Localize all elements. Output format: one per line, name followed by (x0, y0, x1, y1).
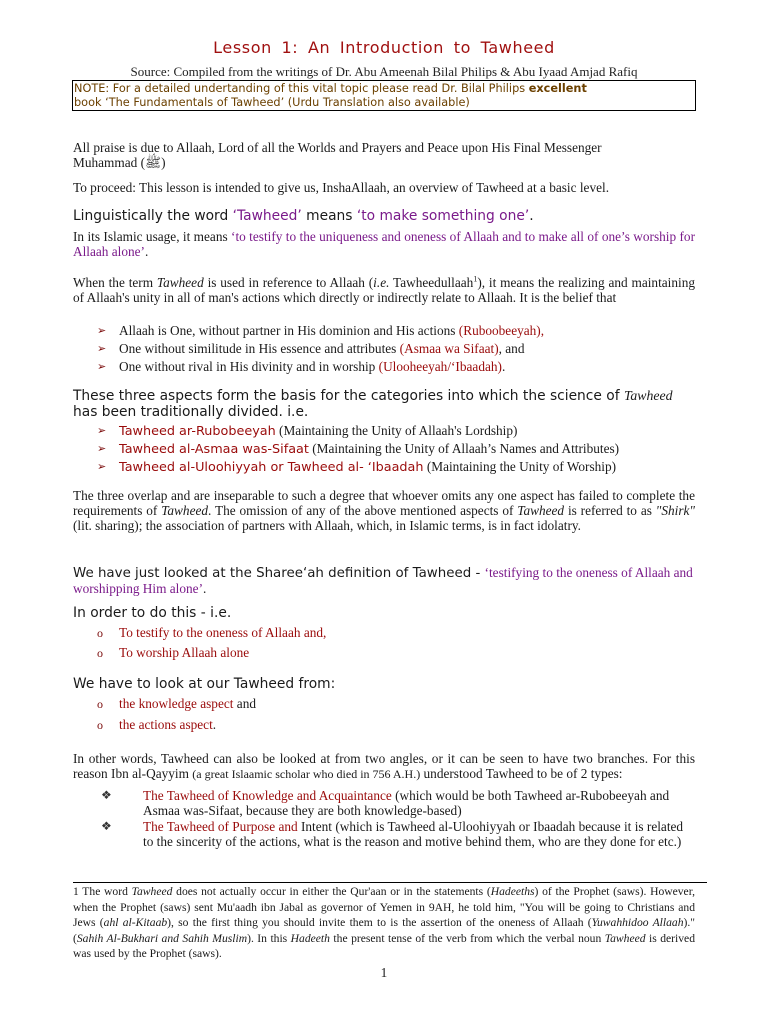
type-name: The Tawheed of Purpose and (143, 819, 298, 834)
o-b: Tawheed (161, 503, 209, 518)
item-text: the knowledge aspect (119, 696, 234, 711)
fn-f: ahl al-Kitaab (103, 916, 168, 930)
fn-e: ) of the Prophet (saws). However, when the Prophet (saws) sent Mu'aadh ibn Jabal as governor of Yemen in 9AH, he told him, "You will be going to Christians and Jews ( (73, 885, 695, 930)
category-name: Tawheed ar-Rubobeeyah (119, 424, 276, 439)
item-text: One without rival in His divinity and in worship (119, 359, 379, 374)
source-line: Source: Compiled from the writings of Dr. Abu Ameenah Bilal Philips & Abu Iyaad Amjad Rafiq (130, 64, 638, 79)
o-a: The three overlap and are inseparable to such a degree that whoever omits any one aspect has failed to complete the requirements of (73, 488, 695, 518)
type-desc: (which would be both Tawheed ar-Rubobeeyah and Asmaa was-Sifaat, because they are both knowledge-based) (143, 788, 670, 818)
aspects-a: These three aspects form the basis for the categories into which the science of (73, 388, 624, 404)
o-f: "Shirk" (655, 503, 696, 518)
inorder-heading: In order to do this - i.e. (73, 605, 232, 621)
lookat-list (97, 694, 697, 736)
list-item (97, 340, 697, 358)
list-item (97, 322, 697, 340)
item-text: To worship Allaah alone (119, 645, 250, 660)
footnote-divider (73, 882, 707, 883)
type-name: The Tawheed of Knowledge and Acquaintance (143, 788, 392, 803)
item-tag: (Ruboobeeyah), (458, 323, 545, 338)
fn-i: )." ( (73, 916, 695, 945)
item-text: the actions aspect (119, 717, 213, 732)
item-tail: . (501, 359, 506, 374)
islamic-end: . (145, 244, 149, 259)
sh-quote: ‘testifying to the oneness of Allaah and worshipping Him alone’ (73, 565, 693, 596)
sh-prefix: We have just looked at the Sharee‘ah definition of Tawheed - (73, 566, 485, 581)
circle-bullet-icon: o (97, 626, 103, 640)
t-d: i.e. (373, 275, 390, 290)
types-list (97, 788, 695, 850)
o-g: (lit. sharing); the association of partners with Allaah, which, in Islamic terms, is in fact idolatry. (73, 518, 581, 533)
islamic-quote: ‘to testify to the uniqueness and oneness of Allaah and to make all of one’s worship for Allaah alone’ (73, 229, 696, 259)
list-item (97, 694, 697, 715)
fn-b: Tawheed (131, 885, 173, 898)
diamond-bullet-icon: ❖ (101, 788, 112, 802)
ling-prefix: Linguistically the word (73, 208, 233, 224)
list-item (97, 358, 697, 376)
list-item (97, 788, 695, 818)
circle-bullet-icon: o (97, 646, 103, 660)
fn-l: Hadeeth (290, 931, 330, 945)
term-paragraph (73, 275, 695, 305)
praise-paragraph (73, 140, 695, 170)
ling-word: ‘Tawheed’ (232, 208, 302, 224)
list-item (97, 623, 697, 643)
aspects-b: Tawheed (623, 388, 673, 403)
fn-h: Yuwahhidoo Allaah (591, 916, 684, 930)
proceed-paragraph: To proceed: This lesson is intended to give us, InshaAllaah, an overview of Tawheed at a basic level. (73, 180, 610, 195)
type-desc: Intent (which is Tawheed al-Uloohiyyah or Ibaadah because it is related to the sincerity of the actions, what is the reason and motive behind them, who are they done for etc.) (143, 819, 684, 849)
t-b: Tawheed (156, 275, 204, 290)
praise-line-1: All praise is due to Allaah, Lord of all the Worlds and Prayers and Peace upon His Final Messenger (73, 140, 602, 155)
note-box (72, 80, 696, 111)
fn-a: 1 The word (73, 885, 132, 898)
fn-o: is derived was used by the Prophet (saws). (73, 931, 695, 961)
o-c: . The omission of any of the above mentioned aspects of (208, 503, 518, 518)
ow-b: (a great Islaamic scholar who died in 756 A.H.) (192, 767, 421, 781)
category-name: Tawheed al-Asmaa was-Sifaat (119, 442, 309, 457)
category-desc: (Maintaining the Unity of Worship) (423, 459, 617, 474)
t-a: When the term (73, 275, 157, 290)
t-f: ), it means the realizing and maintaining of Allaah's unity in all of man's actions which directly or indirectly relate to Allaah. It is the belief that (73, 275, 696, 305)
categories-list (97, 422, 697, 476)
ow-c: understood Tawheed to be of 2 types: (420, 766, 623, 781)
footnote (73, 884, 695, 962)
category-desc: (Maintaining the Unity of Allaah's Lordship) (275, 423, 518, 438)
fn-g: ), so the first thing you should invite them to is the assertion of the oneness of Allaah ( (167, 916, 592, 930)
diamond-bullet-icon: ❖ (101, 819, 112, 833)
page-number: 1 (380, 965, 388, 980)
list-item (97, 440, 697, 458)
t-c: is used in reference to Allaah ( (203, 275, 374, 290)
praise-line-2: Muhammad (ﷺ) (73, 155, 166, 170)
islamic-usage-paragraph (73, 229, 695, 259)
arrow-bullet-icon: ➢ (97, 443, 107, 455)
item-tail: . (212, 717, 217, 732)
lookat-heading: We have to look at our Tawheed from: (73, 676, 336, 692)
arrow-bullet-icon: ➢ (97, 325, 107, 337)
circle-bullet-icon: o (97, 697, 103, 711)
arrow-bullet-icon: ➢ (97, 361, 107, 373)
ow-a: In other words, Tawheed can also be looked at from two angles, or it can be seen to have two branches. For this reason Ibn al-Qayyim (73, 751, 695, 781)
fn-d: Hadeeths (490, 885, 535, 898)
ling-means: means (301, 208, 357, 224)
shareeah-paragraph (73, 565, 695, 596)
category-desc: (Maintaining the Unity of Allaah’s Names and Attributes) (308, 441, 620, 456)
item-tag: (Asmaa wa Sifaat) (399, 341, 499, 356)
item-tail: , and (498, 341, 525, 356)
note-text-2: book ‘The Fundamentals of Tawheed’ (Urdu Translation also available) (74, 96, 470, 109)
footnote-ref: 1 (473, 274, 478, 284)
note-bold: excellent (528, 82, 587, 95)
fn-c: does not actually occur in either the Qur'aan or in the statements ( (172, 885, 491, 898)
list-item (97, 819, 695, 849)
item-tag: (Ulooheeyah/‘Ibaadah) (378, 359, 502, 374)
list-item (97, 715, 697, 736)
ling-end: . (529, 208, 534, 224)
fn-m: the present tense of the verb from which the verbal noun (329, 931, 605, 945)
arrow-bullet-icon: ➢ (97, 343, 107, 355)
list-item (97, 422, 697, 440)
ling-meaning: ‘to make something one’ (356, 208, 530, 224)
overlap-paragraph (73, 488, 695, 533)
circle-bullet-icon: o (97, 718, 103, 732)
item-tail: and (233, 696, 256, 711)
aspects-paragraph (73, 388, 695, 420)
inorder-list (97, 623, 697, 663)
o-d: Tawheed (517, 503, 565, 518)
item-text: To testify to the oneness of Allaah and, (119, 625, 327, 640)
otherwords-paragraph (73, 751, 695, 782)
fn-j: Sahih Al-Bukhari and Sahih Muslim (76, 931, 248, 945)
arrow-bullet-icon: ➢ (97, 461, 107, 473)
note-text: NOTE: For a detailed undertanding of this vital topic please read Dr. Bilal Philips (74, 82, 529, 95)
o-e: is referred to as (564, 503, 656, 518)
arrow-bullet-icon: ➢ (97, 425, 107, 437)
linguistic-heading (73, 209, 695, 224)
item-text: One without similitude in His essence and attributes (119, 341, 400, 356)
islamic-prefix: In its Islamic usage, it means (73, 229, 232, 244)
list-item (97, 458, 697, 476)
fn-k: ). In this (247, 931, 291, 945)
page-title: Lesson 1: An Introduction to Tawheed (213, 38, 555, 57)
category-name: Tawheed al-Uloohiyyah or Tawheed al- ‘Ibaadah (119, 460, 424, 475)
fn-n: Tawheed (604, 931, 646, 945)
sh-end: . (203, 581, 207, 596)
aspects-c: has been traditionally divided. i.e. (73, 404, 309, 420)
item-text: Allaah is One, without partner in His dominion and His actions (119, 323, 459, 338)
t-e: Tawheedullaah (389, 275, 474, 290)
belief-list (97, 322, 697, 376)
list-item (97, 643, 697, 663)
